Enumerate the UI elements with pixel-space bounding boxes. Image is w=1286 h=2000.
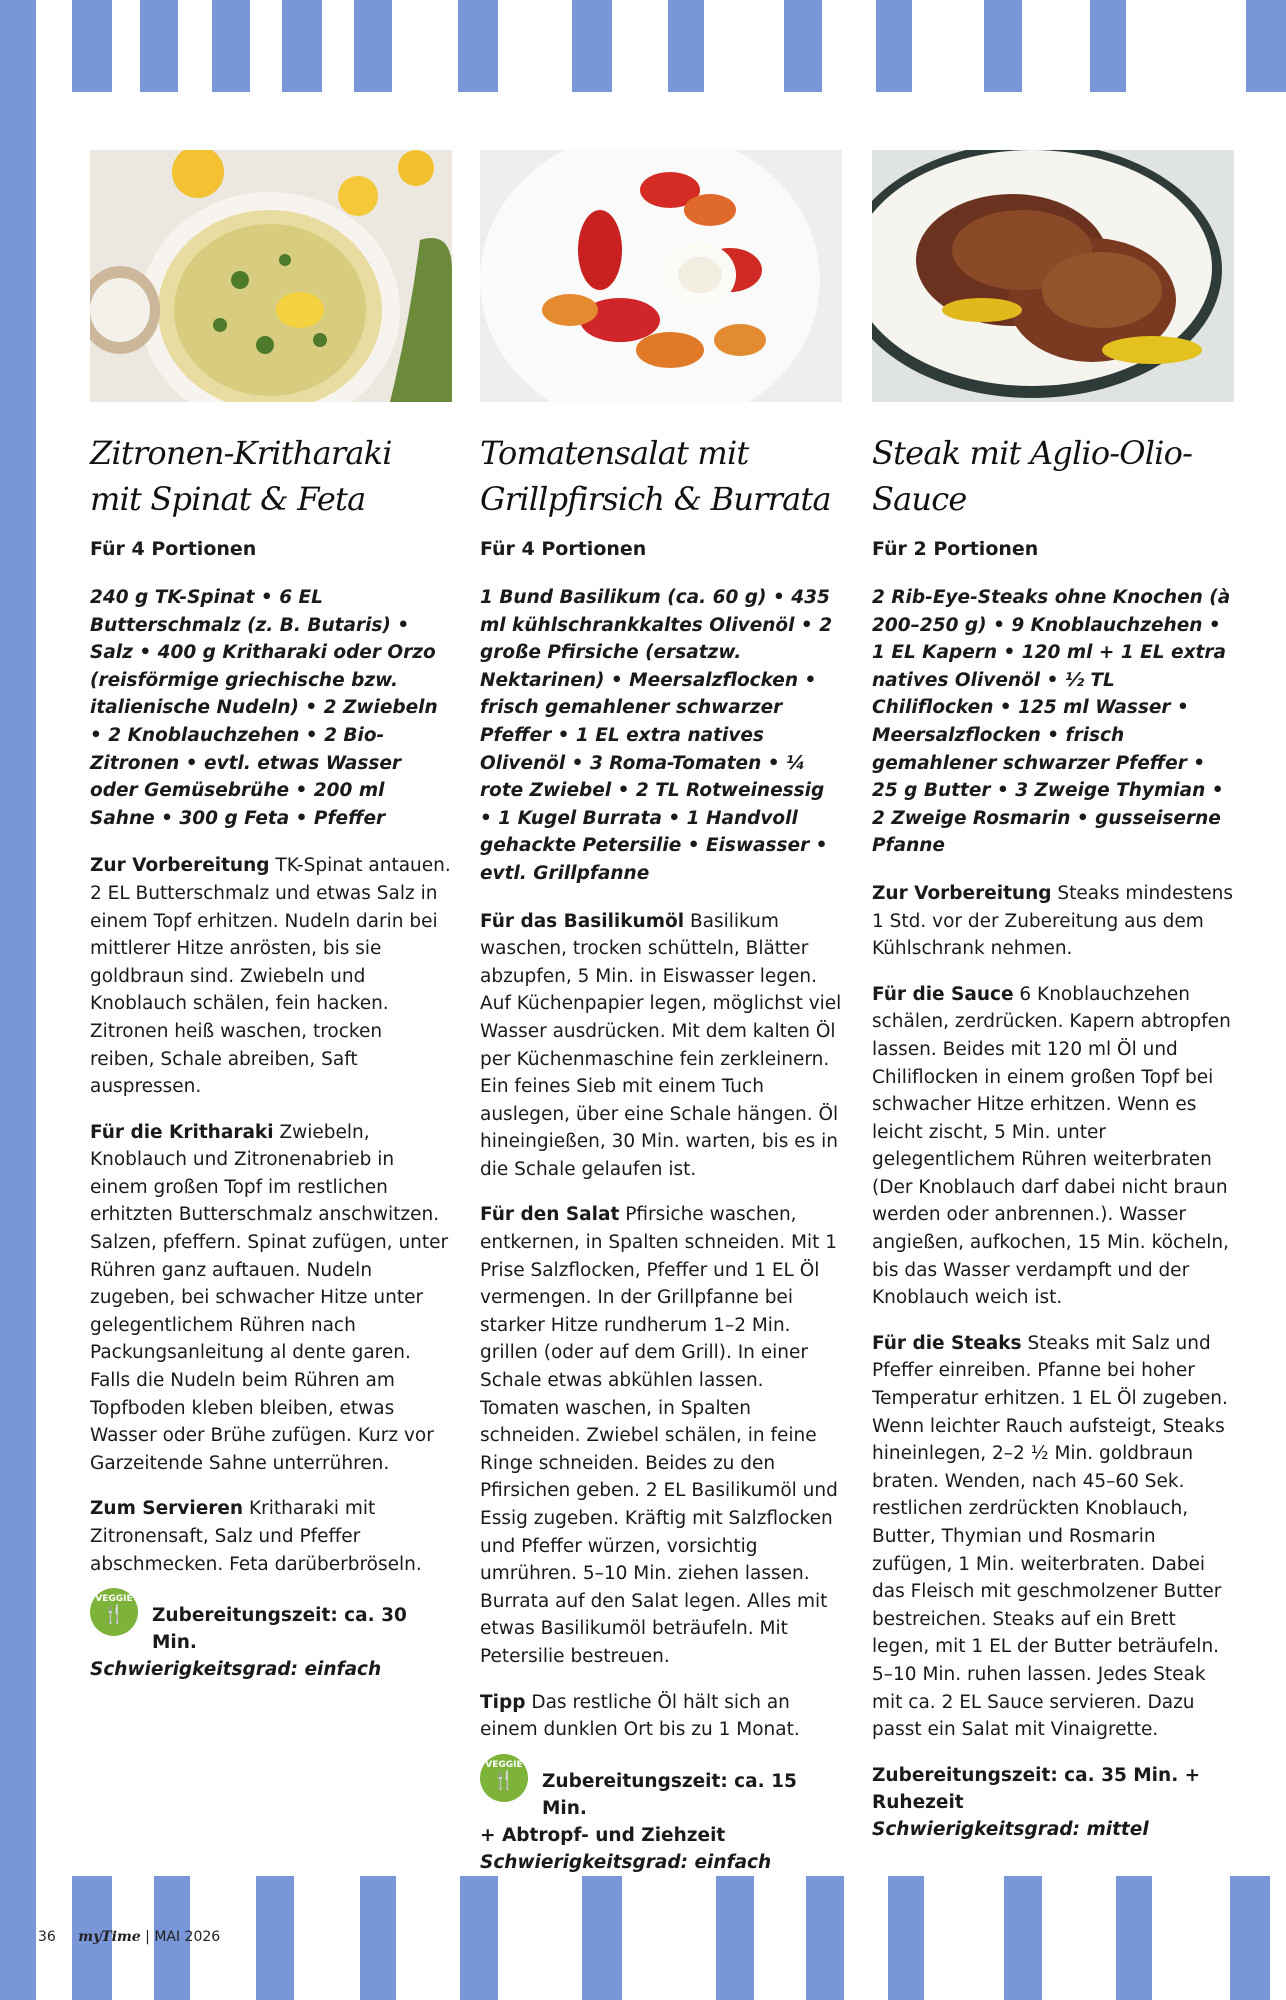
top-stripe (72, 0, 112, 92)
step-basil-oil (480, 908, 842, 1184)
difficulty: Schwierigkeitsgrad: mittel (872, 1818, 1149, 1840)
bottom-stripe (360, 1876, 396, 2000)
top-stripe (354, 0, 392, 92)
veggie-badge-label: VEGGIE (95, 1594, 133, 1605)
step-text: 6 Knoblauchzehen schälen, zerdrücken. Kapern abtropfen lassen. Beides mit 120 ml Öl und Chiliflocken in einem großen Topf bei schwacher Hitze erhitzen. Wenn es leicht zischt, 5 Min. unter gelegentlichem Rühren weiterbraten (Der Knoblauch darf dabei nicht braun werden oder anbrennen.). Wasser angießen, aufkochen, 15 Min. köcheln, bis das Wasser verdampft und der Knoblauch weich ist. (872, 983, 1231, 1309)
recipe-meta (872, 1762, 1234, 1843)
step-text: TK-Spinat antauen. 2 EL Butterschmalz und etwas Salz in einem Topf erhitzen. Nudeln darin bei mittlerer Hitze anrösten, bis sie goldbraun sind. Zwiebeln und Knoblauch schälen, fein hacken. Zitronen heiß waschen, trocken reiben, Schale abreiben, Saft auspressen. (90, 855, 451, 1098)
ingredients: 240 g TK-Spinat • 6 EL Butterschmalz (z. B. Butaris) • Salz • 400 g Kritharaki oder Orzo (reisförmige griechische bzw. italienische Nudeln) • 2 Zwiebeln • 2 Knoblauchzehen • 2 Bio-Zitronen • evtl. etwas Wasser oder Gemüsebrühe • 200 ml Sahne • 300 g Feta • Pfeffer (90, 587, 438, 829)
veggie-badge-icon (480, 1754, 528, 1802)
top-stripe (876, 0, 912, 92)
step-tip (480, 1689, 842, 1744)
portions: Für 2 Portionen (872, 538, 1039, 560)
step-text: Kritharaki mit Zitronensaft, Salz und Pfeffer abschmecken. Feta darüberbröseln. (90, 1498, 422, 1575)
step-label: Zum Servieren (90, 1498, 244, 1520)
recipe-column-steak (872, 430, 1234, 1843)
recipe-title-line: Grillpfirsich & Burrata (480, 480, 831, 518)
step-serving (90, 1495, 452, 1578)
step-label: Für die Steaks (872, 1332, 1022, 1354)
top-stripe (784, 0, 822, 92)
bottom-stripe (806, 1876, 844, 2000)
top-stripe (212, 0, 250, 92)
fork-icon: 🍴 (102, 1604, 126, 1626)
difficulty: Schwierigkeitsgrad: einfach (90, 1659, 382, 1681)
top-stripe (140, 0, 178, 92)
step-label: Zur Vorbereitung (872, 882, 1052, 904)
magazine-brand: myTime (78, 1929, 141, 1945)
top-stripe (1246, 0, 1286, 92)
photo-steak (872, 150, 1234, 402)
recipe-column-tomatensalat (480, 430, 842, 1876)
bottom-stripe (888, 1876, 924, 2000)
bottom-stripe (1116, 1876, 1152, 2000)
page-number: 36 (38, 1929, 56, 1945)
separator: | (145, 1929, 155, 1945)
recipe-meta (90, 1594, 452, 1683)
prep-time: Zubereitungszeit: ca. 30 Min. (152, 1605, 407, 1654)
step-text: Das restliche Öl hält sich an einem dunklen Ort bis zu 1 Monat. (480, 1691, 800, 1741)
recipe-title-line: Steak mit Aglio-Olio-Sauce (872, 434, 1193, 518)
ingredients: 1 Bund Basilikum (ca. 60 g) • 435 ml kühlschrankkaltes Olivenöl • 2 große Pfirsiche (ersatzw. Nektarinen) • Meersalzflocken • frisch gemahlener schwarzer Pfeffer • 1 EL extra natives Olivenöl • 3 Roma-Tomaten • ¼ rote Zwiebel • 2 TL Rotweinessig • 1 Kugel Burrata • 1 Handvoll gehackte Petersilie • Eiswasser • evtl. Grillpfanne (480, 587, 833, 884)
step-label: Für das Basilikumöl (480, 910, 685, 932)
issue-date: MAI 2026 (154, 1929, 221, 1945)
step-label: Zur Vorbereitung (90, 855, 270, 877)
top-stripe (668, 0, 704, 92)
step-label: Für die Sauce (872, 983, 1014, 1005)
photo-tomatensalat (480, 150, 842, 402)
left-stripe-border (0, 0, 36, 2000)
photo-kritharaki (90, 150, 452, 402)
top-stripe (458, 0, 498, 92)
bottom-stripe (716, 1876, 754, 2000)
ingredients: 2 Rib-Eye-Steaks ohne Knochen (à 200–250 g) • 9 Knoblauchzehen • 1 EL Kapern • 120 ml + 1 EL extra natives Olivenöl • ½ TL Chiliflocken • 125 ml Wasser • Meersalzflocken • frisch gemahlener schwarzer Pfeffer • 25 g Butter • 3 Zweige Thymian • 2 Zweige Rosmarin • gusseiserne Pfanne (872, 587, 1231, 857)
difficulty: Schwierigkeitsgrad: einfach (480, 1851, 772, 1873)
top-stripe (984, 0, 1022, 92)
step-label: Für die Kritharaki (90, 1121, 274, 1143)
step-sauce (872, 981, 1234, 1312)
step-text: Steaks mindestens 1 Std. vor der Zubereitung aus dem Kühlschrank nehmen. (872, 882, 1234, 960)
step-preparation (90, 852, 452, 1100)
step-steaks (872, 1330, 1234, 1744)
recipe-title (872, 430, 1234, 522)
recipe-title (480, 430, 842, 522)
recipe-column-kritharaki (90, 430, 452, 1683)
prep-time-extra: + Abtropf- und Ziehzeit (480, 1824, 726, 1846)
prep-time: Zubereitungszeit: ca. 15 Min. (542, 1770, 797, 1819)
top-stripe (572, 0, 612, 92)
recipe-meta (480, 1759, 842, 1876)
step-text: Steaks mit Salz und Pfeffer einreiben. Pfanne bei hoher Temperatur erhitzen. 1 EL Öl zugeben. Wenn leichter Rauch aufsteigt, Steaks hineinlegen, 2–2 ½ Min. goldbraun braten. Wenden, nach 45–60 Sek. restlichen zerdrückten Knoblauch, Butter, Thymian und Rosmarin zufügen, 1 Min. weiterbraten. Dabei das Fleisch mit geschmolzener Butter bestreichen. Steaks auf ein Brett legen, mit 1 EL der Butter beträufeln. 5–10 Min. ruhen lassen. Jedes Steak mit ca. 2 EL Sauce servieren. Dazu passt ein Salat mit Vinaigrette. (872, 1332, 1228, 1741)
step-kritharaki (90, 1119, 452, 1478)
step-text: Basilikum waschen, trocken schütteln, Blätter abzupfen, 5 Min. in Eiswasser legen. Auf Küchenpapier legen, möglichst viel Wasser ausdrücken. Mit dem kalten Öl per Küchenmaschine fein zerkleinern. Ein feines Sieb mit einem Tuch auslegen, über eine Schale hängen. Öl hineingießen, 30 Min. warten, bis es in die Schale gelaufen ist. (480, 910, 842, 1180)
top-stripe (1090, 0, 1126, 92)
step-salad (480, 1201, 842, 1670)
bottom-stripe (256, 1876, 294, 2000)
bottom-stripe (460, 1876, 498, 2000)
prep-time: Zubereitungszeit: ca. 35 Min. + (872, 1764, 1201, 1786)
bottom-stripe (1004, 1876, 1042, 2000)
recipe-title-line: mit Spinat & Feta (90, 480, 366, 518)
step-label: Für den Salat (480, 1204, 620, 1226)
step-label: Tipp (480, 1691, 526, 1713)
recipe-title-line: Zitronen-Kritharaki (90, 434, 392, 472)
prep-time-extra: Ruhezeit (872, 1791, 964, 1813)
veggie-badge-icon (90, 1588, 138, 1636)
recipe-title-line: Tomatensalat mit (480, 434, 749, 472)
portions: Für 4 Portionen (90, 538, 257, 560)
recipe-title (90, 430, 452, 522)
step-preparation (872, 880, 1234, 963)
page-footer (38, 1929, 220, 1945)
step-text: Pfirsiche waschen, entkernen, in Spalten schneiden. Mit 1 Prise Salzflocken, Pfeffer und 1 EL Öl vermengen. In der Grillpfanne bei starker Hitze rundherum 1–2 Min. grillen (oder auf dem Grill). In einer Schale etwas abkühlen lassen. Tomaten waschen, in Spalten schneiden. Zwiebel schälen, in feine Ringe schneiden. Beides zu den Pfirsichen geben. 2 EL Basilikumöl und Essig zugeben. Kräftig mit Salzflocken und Pfeffer würzen, vorsichtig umrühren. 5–10 Min. ziehen lassen. Burrata auf den Salat legen. Alles mit etwas Basilikumöl beträufeln. Mit Petersilie bestreuen. (480, 1204, 838, 1667)
portions: Für 4 Portionen (480, 538, 647, 560)
step-text: Zwiebeln, Knoblauch und Zitronenabrieb in einem großen Topf im restlichen erhitzten Butterschmalz anschwitzen. Salzen, pfeffern. Spinat zufügen, unter Rühren ganz auftauen. Nudeln zugeben, bei schwacher Hitze unter gelegentlichem Rühren nach Packungsanleitung al dente garen. Falls die Nudeln beim Rühren am Topfboden kleben bleiben, etwas Wasser oder Brühe zufügen. Kurz vor Garzeitende Sahne unterrühren. (90, 1121, 449, 1474)
bottom-stripe (582, 1876, 622, 2000)
top-stripe (282, 0, 322, 92)
veggie-badge-label: VEGGIE (485, 1759, 523, 1770)
bottom-stripe (1230, 1876, 1270, 2000)
fork-icon: 🍴 (492, 1769, 516, 1791)
